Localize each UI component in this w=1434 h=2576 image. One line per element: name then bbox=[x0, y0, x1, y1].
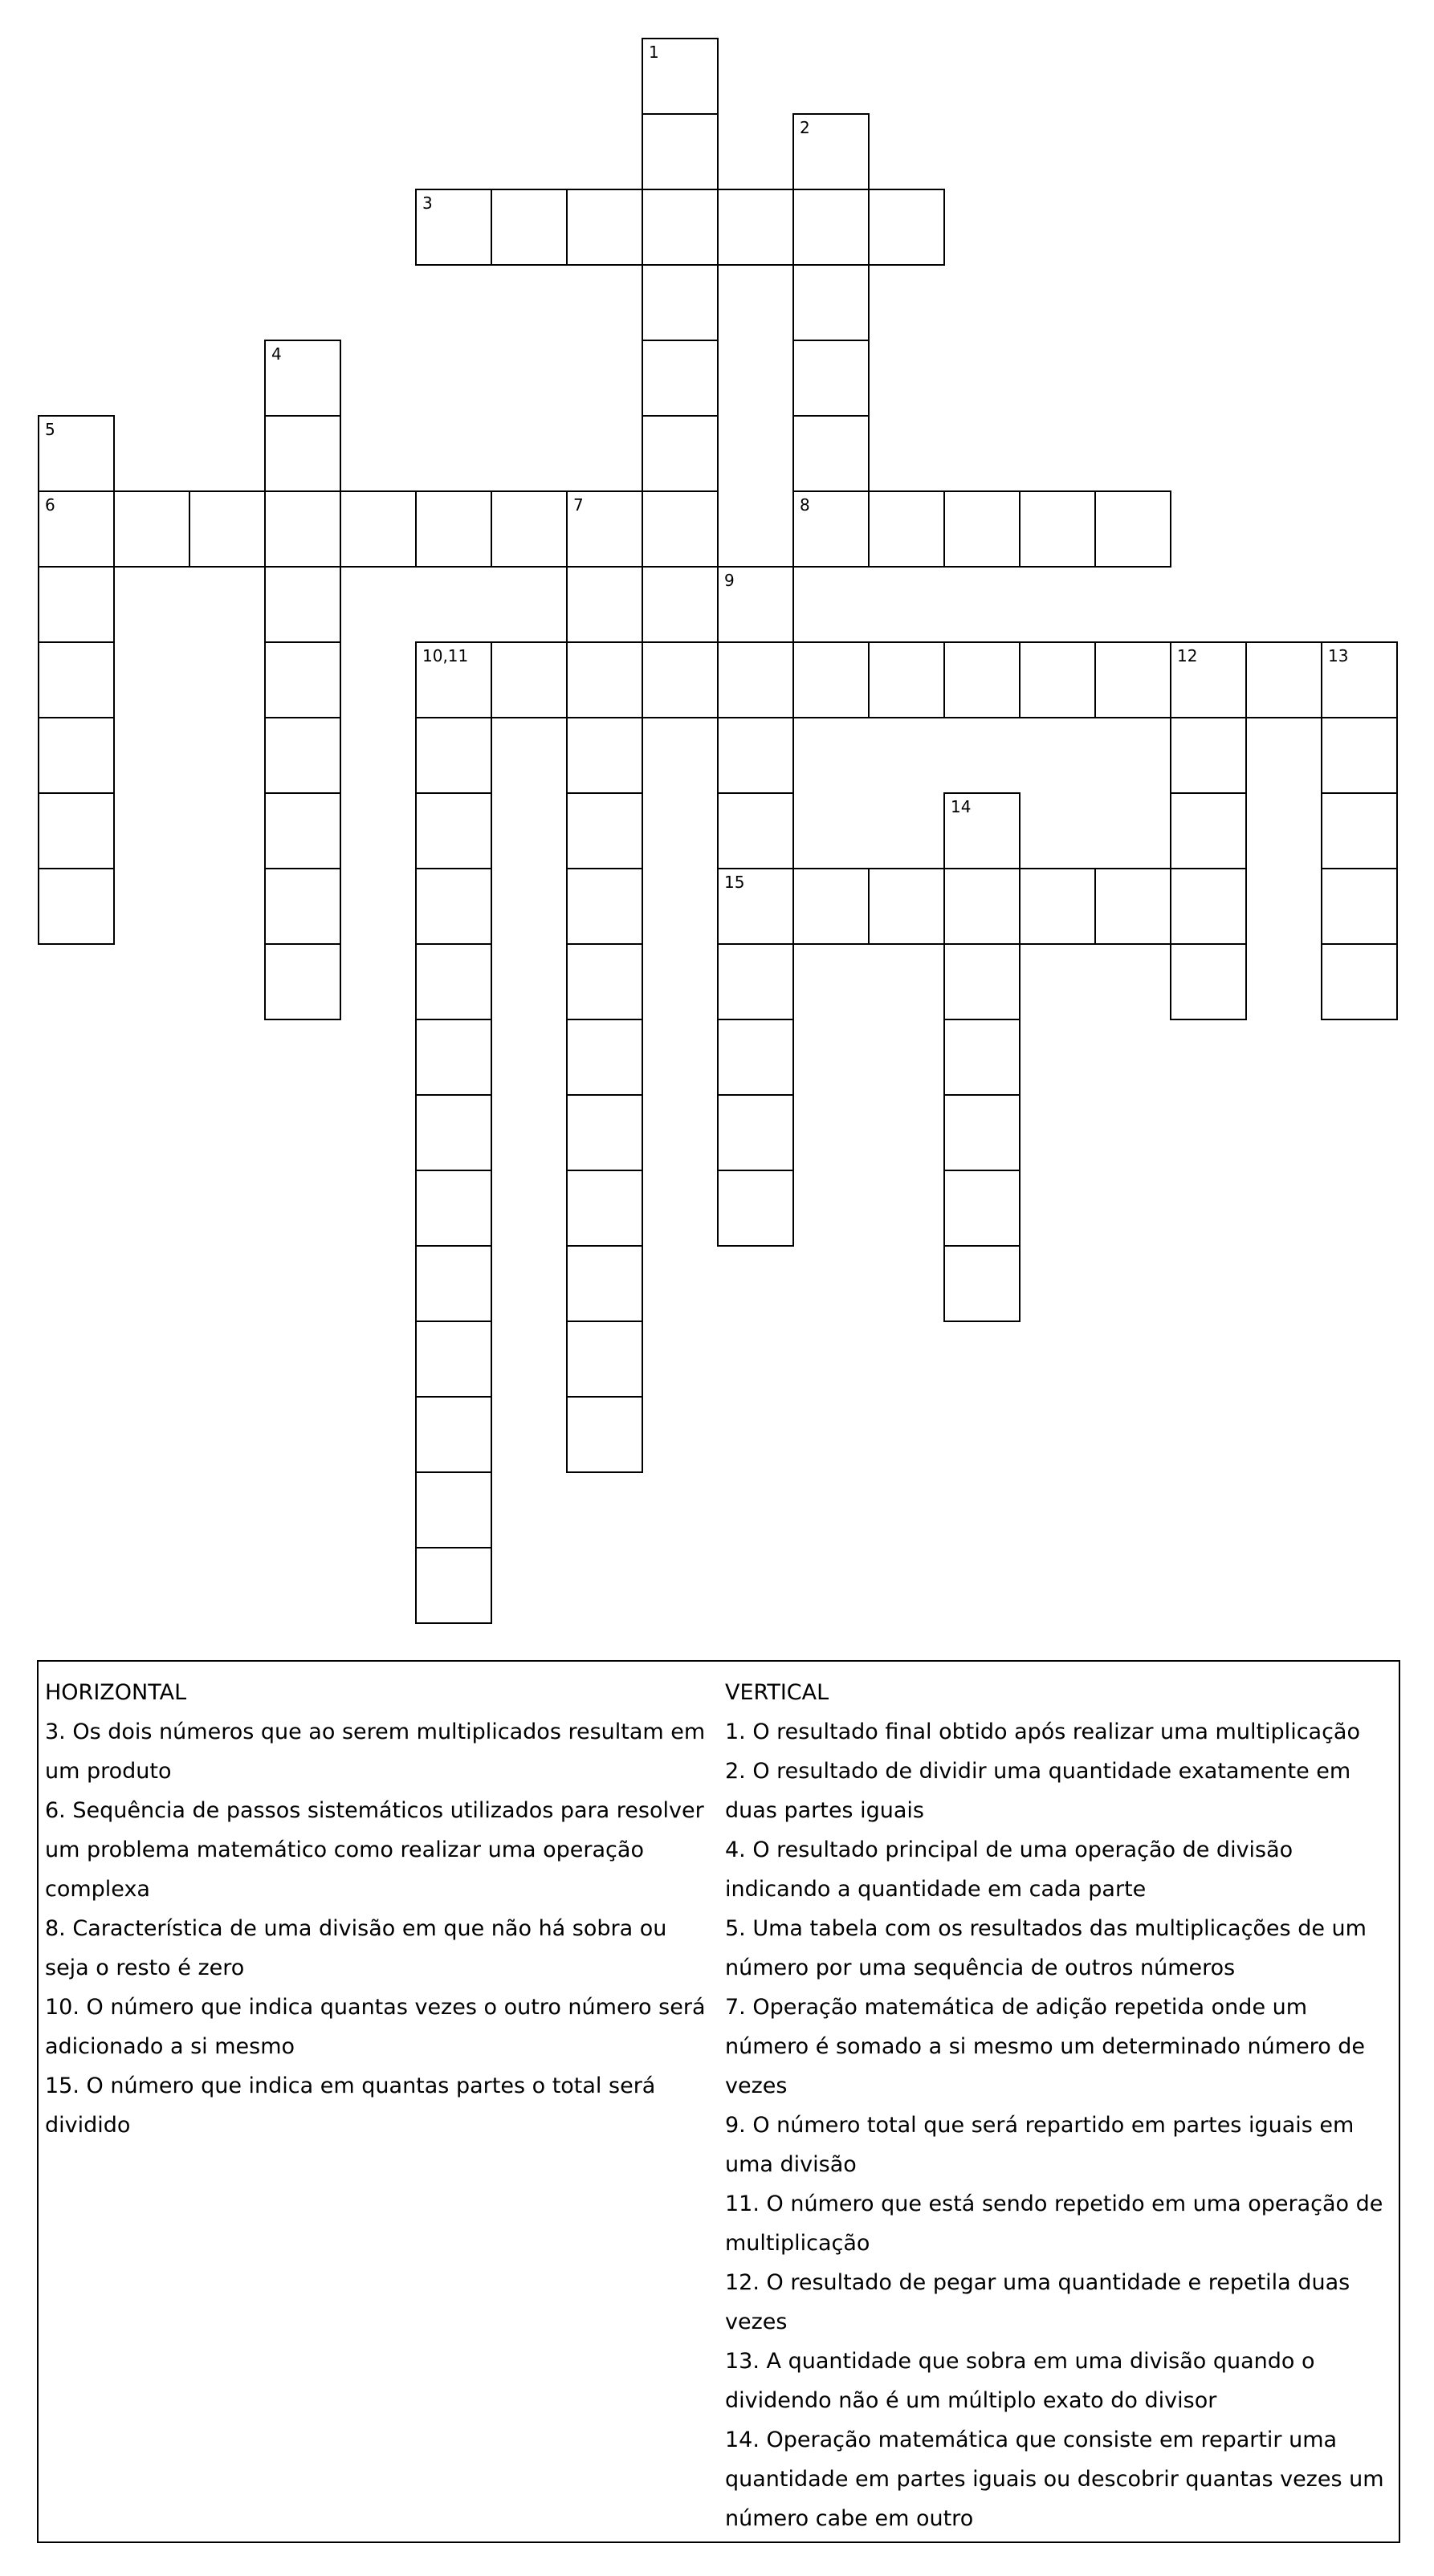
grid-cell[interactable] bbox=[264, 943, 341, 1020]
grid-cell[interactable] bbox=[717, 1019, 794, 1096]
grid-cell[interactable] bbox=[566, 1396, 643, 1473]
clue-number: 1 bbox=[649, 43, 659, 62]
grid-cell[interactable] bbox=[717, 943, 794, 1020]
grid-cell[interactable] bbox=[642, 340, 719, 417]
grid-cell[interactable] bbox=[792, 264, 870, 341]
grid-cell[interactable] bbox=[717, 566, 794, 643]
grid-cell[interactable] bbox=[717, 868, 794, 945]
grid-cell[interactable] bbox=[943, 792, 1021, 869]
grid-cell[interactable] bbox=[792, 868, 870, 945]
grid-cell[interactable] bbox=[792, 490, 870, 568]
grid-cell[interactable] bbox=[792, 641, 870, 718]
grid-cell[interactable] bbox=[566, 868, 643, 945]
grid-cell[interactable] bbox=[1321, 641, 1398, 718]
clue-vertical-11: 11. O número que está sendo repetido em uma operação de multiplicação bbox=[725, 2191, 1383, 2256]
grid-cell[interactable] bbox=[264, 340, 341, 417]
clue-horizontal-15: 15. O número que indica em quantas partes o total será dividido bbox=[45, 2073, 656, 2138]
grid-cell[interactable] bbox=[264, 415, 341, 492]
grid-cell[interactable] bbox=[642, 264, 719, 341]
grid-cell[interactable] bbox=[868, 189, 945, 266]
clue-number: 14 bbox=[951, 797, 972, 816]
grid-cell[interactable] bbox=[38, 490, 115, 568]
grid-cell[interactable] bbox=[38, 792, 115, 869]
grid-cell[interactable] bbox=[1321, 792, 1398, 869]
grid-cell[interactable] bbox=[717, 1170, 794, 1247]
grid-cell[interactable] bbox=[868, 490, 945, 568]
grid-cell[interactable] bbox=[566, 792, 643, 869]
grid-cell[interactable] bbox=[943, 1170, 1021, 1247]
grid-cell[interactable] bbox=[717, 717, 794, 794]
clue-number: 7 bbox=[573, 495, 584, 515]
grid-cell[interactable] bbox=[38, 717, 115, 794]
grid-cell[interactable] bbox=[642, 490, 719, 568]
grid-cell[interactable] bbox=[1321, 717, 1398, 794]
clue-number: 15 bbox=[724, 873, 745, 892]
grid-cell[interactable] bbox=[1094, 490, 1171, 568]
grid-cell[interactable] bbox=[1019, 641, 1096, 718]
grid-cell[interactable] bbox=[566, 1245, 643, 1322]
grid-cell[interactable] bbox=[491, 490, 568, 568]
grid-cell[interactable] bbox=[1094, 868, 1171, 945]
grid-cell[interactable] bbox=[566, 490, 643, 568]
grid-cell[interactable] bbox=[792, 189, 870, 266]
clue-vertical-12: 12. O resultado de pegar uma quantidade e repetila duas vezes bbox=[725, 2270, 1350, 2334]
clue-number: 4 bbox=[271, 344, 282, 364]
grid-cell[interactable] bbox=[943, 1094, 1021, 1171]
grid-cell[interactable] bbox=[1094, 641, 1171, 718]
grid-cell[interactable] bbox=[566, 566, 643, 643]
grid-cell[interactable] bbox=[264, 566, 341, 643]
horizontal-clues bbox=[45, 1673, 711, 2145]
grid-cell[interactable] bbox=[38, 415, 115, 492]
clue-number: 3 bbox=[422, 193, 433, 213]
grid-cell[interactable] bbox=[1321, 943, 1398, 1020]
grid-cell[interactable] bbox=[415, 1471, 492, 1548]
grid-cell[interactable] bbox=[943, 1019, 1021, 1096]
clue-number: 8 bbox=[800, 495, 810, 515]
grid-cell[interactable] bbox=[943, 868, 1021, 945]
grid-cell[interactable] bbox=[943, 490, 1021, 568]
grid-cell[interactable] bbox=[566, 943, 643, 1020]
grid-cell[interactable] bbox=[264, 792, 341, 869]
grid-cell[interactable] bbox=[642, 415, 719, 492]
clue-horizontal-3: 3. Os dois números que ao serem multiplicados resultam em um produto bbox=[45, 1719, 706, 1784]
grid-cell[interactable] bbox=[1321, 868, 1398, 945]
clue-number: 12 bbox=[1177, 646, 1198, 665]
grid-cell[interactable] bbox=[566, 1019, 643, 1096]
grid-cell[interactable] bbox=[1019, 868, 1096, 945]
grid-cell[interactable] bbox=[38, 868, 115, 945]
clue-number: 2 bbox=[800, 118, 810, 137]
grid-cell[interactable] bbox=[566, 1321, 643, 1398]
grid-cell[interactable] bbox=[717, 189, 794, 266]
grid-cell[interactable] bbox=[415, 717, 492, 794]
grid-cell[interactable] bbox=[38, 641, 115, 718]
grid-cell[interactable] bbox=[1170, 792, 1247, 869]
grid-cell[interactable] bbox=[491, 641, 568, 718]
grid-cell[interactable] bbox=[415, 792, 492, 869]
grid-cell[interactable] bbox=[1245, 641, 1322, 718]
horizontal-heading: HORIZONTAL bbox=[45, 1680, 187, 1705]
grid-cell[interactable] bbox=[566, 641, 643, 718]
grid-cell[interactable] bbox=[566, 717, 643, 794]
grid-cell[interactable] bbox=[1170, 717, 1247, 794]
grid-cell[interactable] bbox=[415, 1321, 492, 1398]
grid-cell[interactable] bbox=[868, 868, 945, 945]
grid-cell[interactable] bbox=[415, 943, 492, 1020]
grid-cell[interactable] bbox=[415, 868, 492, 945]
grid-cell[interactable] bbox=[38, 566, 115, 643]
grid-cell[interactable] bbox=[1019, 490, 1096, 568]
grid-cell[interactable] bbox=[264, 490, 341, 568]
grid-cell[interactable] bbox=[868, 641, 945, 718]
grid-cell[interactable] bbox=[943, 943, 1021, 1020]
grid-cell[interactable] bbox=[189, 490, 266, 568]
grid-cell[interactable] bbox=[566, 1170, 643, 1247]
clue-vertical-13: 13. A quantidade que sobra em uma divisão quando o dividendo não é um múltiplo exato do divisor bbox=[725, 2349, 1315, 2413]
grid-cell[interactable] bbox=[415, 1396, 492, 1473]
clue-vertical-7: 7. Operação matemática de adição repetida onde um número é somado a si mesmo um determinado número de vezes bbox=[725, 1995, 1366, 2098]
grid-cell[interactable] bbox=[264, 717, 341, 794]
clue-horizontal-10: 10. O número que indica quantas vezes o outro número será adicionado a si mesmo bbox=[45, 1995, 706, 2059]
grid-cell[interactable] bbox=[642, 113, 719, 190]
clue-number: 5 bbox=[45, 420, 55, 439]
clue-horizontal-6: 6. Sequência de passos sistemáticos utilizados para resolver um problema matemático como realizar uma operação complexa bbox=[45, 1798, 704, 1902]
grid-cell[interactable] bbox=[642, 641, 719, 718]
grid-cell[interactable] bbox=[415, 1019, 492, 1096]
grid-cell[interactable] bbox=[491, 189, 568, 266]
grid-cell[interactable] bbox=[566, 1094, 643, 1171]
grid-cell[interactable] bbox=[792, 340, 870, 417]
grid-cell[interactable] bbox=[264, 641, 341, 718]
grid-cell[interactable] bbox=[943, 1245, 1021, 1322]
clue-number: 6 bbox=[45, 495, 55, 515]
clue-horizontal-8: 8. Característica de uma divisão em que não há sobra ou seja o resto é zero bbox=[45, 1916, 667, 1980]
clue-vertical-1: 1. O resultado final obtido após realizar uma multiplicação bbox=[725, 1719, 1360, 1744]
grid-cell[interactable] bbox=[1170, 943, 1247, 1020]
grid-cell[interactable] bbox=[415, 189, 492, 266]
clue-vertical-2: 2. O resultado de dividir uma quantidade exatamente em duas partes iguais bbox=[725, 1759, 1351, 1823]
grid-cell[interactable] bbox=[113, 490, 190, 568]
grid-cell[interactable] bbox=[415, 641, 492, 718]
grid-cell[interactable] bbox=[415, 1094, 492, 1171]
vertical-heading: VERTICAL bbox=[725, 1680, 829, 1705]
clue-number: 13 bbox=[1328, 646, 1349, 665]
grid-cell[interactable] bbox=[264, 868, 341, 945]
grid-cell[interactable] bbox=[792, 113, 870, 190]
grid-cell[interactable] bbox=[717, 792, 794, 869]
clue-vertical-14: 14. Operação matemática que consiste em repartir uma quantidade em partes iguais ou descobrir quantas vezes um número cabe em outro bbox=[725, 2427, 1384, 2531]
grid-cell[interactable] bbox=[1170, 868, 1247, 945]
clue-box bbox=[37, 1660, 1400, 2543]
clue-vertical-9: 9. O número total que será repartido em partes iguais em uma divisão bbox=[725, 2113, 1355, 2177]
grid-cell[interactable] bbox=[717, 1094, 794, 1171]
grid-cell[interactable] bbox=[415, 1170, 492, 1247]
grid-cell[interactable] bbox=[415, 1547, 492, 1624]
vertical-clues bbox=[725, 1673, 1391, 2538]
grid-cell[interactable] bbox=[717, 641, 794, 718]
grid-cell[interactable] bbox=[415, 1245, 492, 1322]
grid-cell[interactable] bbox=[943, 641, 1021, 718]
grid-cell[interactable] bbox=[1170, 641, 1247, 718]
clue-number: 10,11 bbox=[422, 646, 469, 665]
clue-vertical-5: 5. Uma tabela com os resultados das multiplicações de um número por uma sequência de outros números bbox=[725, 1916, 1367, 1980]
grid-cell[interactable] bbox=[566, 189, 643, 266]
grid-cell[interactable] bbox=[415, 490, 492, 568]
clue-vertical-4: 4. O resultado principal de uma operação de divisão indicando a quantidade em cada parte bbox=[725, 1837, 1293, 1902]
grid-cell[interactable] bbox=[642, 38, 719, 115]
grid-cell[interactable] bbox=[340, 490, 417, 568]
grid-cell[interactable] bbox=[792, 415, 870, 492]
grid-cell[interactable] bbox=[642, 189, 719, 266]
clue-number: 9 bbox=[724, 571, 735, 590]
